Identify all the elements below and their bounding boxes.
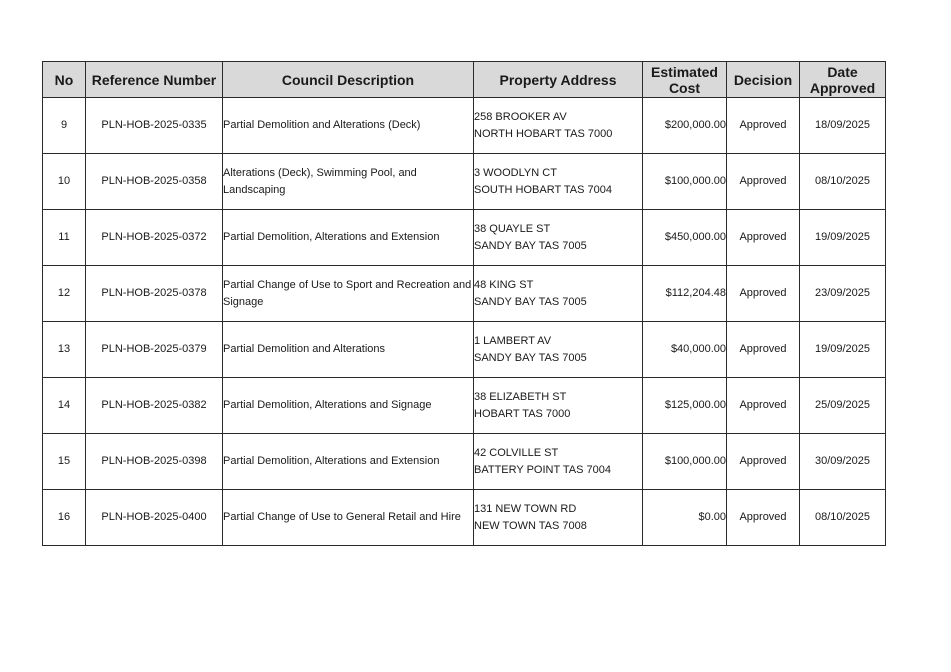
reference-number: PLN-HOB-2025-0400 [86, 490, 223, 546]
address-street: 131 NEW TOWN RD [474, 502, 577, 515]
header-decision: Decision [727, 62, 800, 98]
row-no: 13 [43, 322, 86, 378]
council-description: Partial Change of Use to Sport and Recreation and Signage [223, 266, 474, 322]
property-address [474, 490, 643, 546]
table-row [43, 378, 886, 434]
row-no: 11 [43, 210, 86, 266]
council-description: Partial Demolition, Alterations and Extension [223, 434, 474, 490]
date-approved: 19/09/2025 [800, 322, 886, 378]
estimated-cost: $0.00 [643, 490, 727, 546]
date-approved: 18/09/2025 [800, 98, 886, 154]
decision: Approved [727, 490, 800, 546]
council-description: Partial Demolition, Alterations and Extension [223, 210, 474, 266]
table-row [43, 322, 886, 378]
date-approved: 30/09/2025 [800, 434, 886, 490]
estimated-cost: $125,000.00 [643, 378, 727, 434]
council-description: Partial Demolition, Alterations and Signage [223, 378, 474, 434]
date-approved: 08/10/2025 [800, 154, 886, 210]
reference-number: PLN-HOB-2025-0379 [86, 322, 223, 378]
row-no: 15 [43, 434, 86, 490]
address-street: 48 KING ST [474, 278, 534, 291]
address-locality: NEW TOWN TAS 7008 [474, 519, 587, 532]
row-no: 12 [43, 266, 86, 322]
property-address [474, 434, 643, 490]
table-body [43, 98, 886, 546]
row-no: 16 [43, 490, 86, 546]
council-description: Partial Change of Use to General Retail and Hire [223, 490, 474, 546]
estimated-cost: $450,000.00 [643, 210, 727, 266]
decision: Approved [727, 154, 800, 210]
table-row [43, 266, 886, 322]
estimated-cost: $40,000.00 [643, 322, 727, 378]
property-address [474, 98, 643, 154]
council-description: Alterations (Deck), Swimming Pool, and Landscaping [223, 154, 474, 210]
address-street: 258 BROOKER AV [474, 110, 567, 123]
address-locality: SANDY BAY TAS 7005 [474, 351, 587, 364]
property-address [474, 322, 643, 378]
row-no: 14 [43, 378, 86, 434]
reference-number: PLN-HOB-2025-0358 [86, 154, 223, 210]
decision: Approved [727, 210, 800, 266]
table-row [43, 210, 886, 266]
reference-number: PLN-HOB-2025-0378 [86, 266, 223, 322]
table-row [43, 98, 886, 154]
table-row [43, 490, 886, 546]
header-estimated-cost: Estimated Cost [643, 62, 727, 98]
header-row [43, 62, 886, 98]
estimated-cost: $100,000.00 [643, 154, 727, 210]
row-no: 10 [43, 154, 86, 210]
address-street: 3 WOODLYN CT [474, 166, 557, 179]
property-address [474, 378, 643, 434]
address-street: 42 COLVILLE ST [474, 446, 559, 459]
council-description: Partial Demolition and Alterations (Deck) [223, 98, 474, 154]
date-approved: 23/09/2025 [800, 266, 886, 322]
estimated-cost: $100,000.00 [643, 434, 727, 490]
address-locality: SANDY BAY TAS 7005 [474, 295, 587, 308]
header-property-address: Property Address [474, 62, 643, 98]
date-approved: 08/10/2025 [800, 490, 886, 546]
address-locality: HOBART TAS 7000 [474, 407, 571, 420]
decision: Approved [727, 434, 800, 490]
date-approved: 19/09/2025 [800, 210, 886, 266]
table-row [43, 154, 886, 210]
address-street: 38 ELIZABETH ST [474, 390, 567, 403]
table-row [43, 434, 886, 490]
property-address [474, 210, 643, 266]
header-council-description: Council Description [223, 62, 474, 98]
estimated-cost: $200,000.00 [643, 98, 727, 154]
decision: Approved [727, 266, 800, 322]
council-description: Partial Demolition and Alterations [223, 322, 474, 378]
property-address [474, 266, 643, 322]
applications-table [42, 61, 886, 546]
decision: Approved [727, 378, 800, 434]
decision: Approved [727, 322, 800, 378]
date-approved: 25/09/2025 [800, 378, 886, 434]
decision: Approved [727, 98, 800, 154]
address-locality: BATTERY POINT TAS 7004 [474, 463, 611, 476]
address-locality: SANDY BAY TAS 7005 [474, 239, 587, 252]
estimated-cost: $112,204.48 [643, 266, 727, 322]
header-reference-number: Reference Number [86, 62, 223, 98]
reference-number: PLN-HOB-2025-0372 [86, 210, 223, 266]
property-address [474, 154, 643, 210]
reference-number: PLN-HOB-2025-0398 [86, 434, 223, 490]
reference-number: PLN-HOB-2025-0382 [86, 378, 223, 434]
address-street: 1 LAMBERT AV [474, 334, 552, 347]
table-header [43, 62, 886, 98]
reference-number: PLN-HOB-2025-0335 [86, 98, 223, 154]
address-street: 38 QUAYLE ST [474, 222, 551, 235]
header-no: No [43, 62, 86, 98]
row-no: 9 [43, 98, 86, 154]
header-date-approved: Date Approved [800, 62, 886, 98]
address-locality: NORTH HOBART TAS 7000 [474, 127, 613, 140]
address-locality: SOUTH HOBART TAS 7004 [474, 183, 612, 196]
